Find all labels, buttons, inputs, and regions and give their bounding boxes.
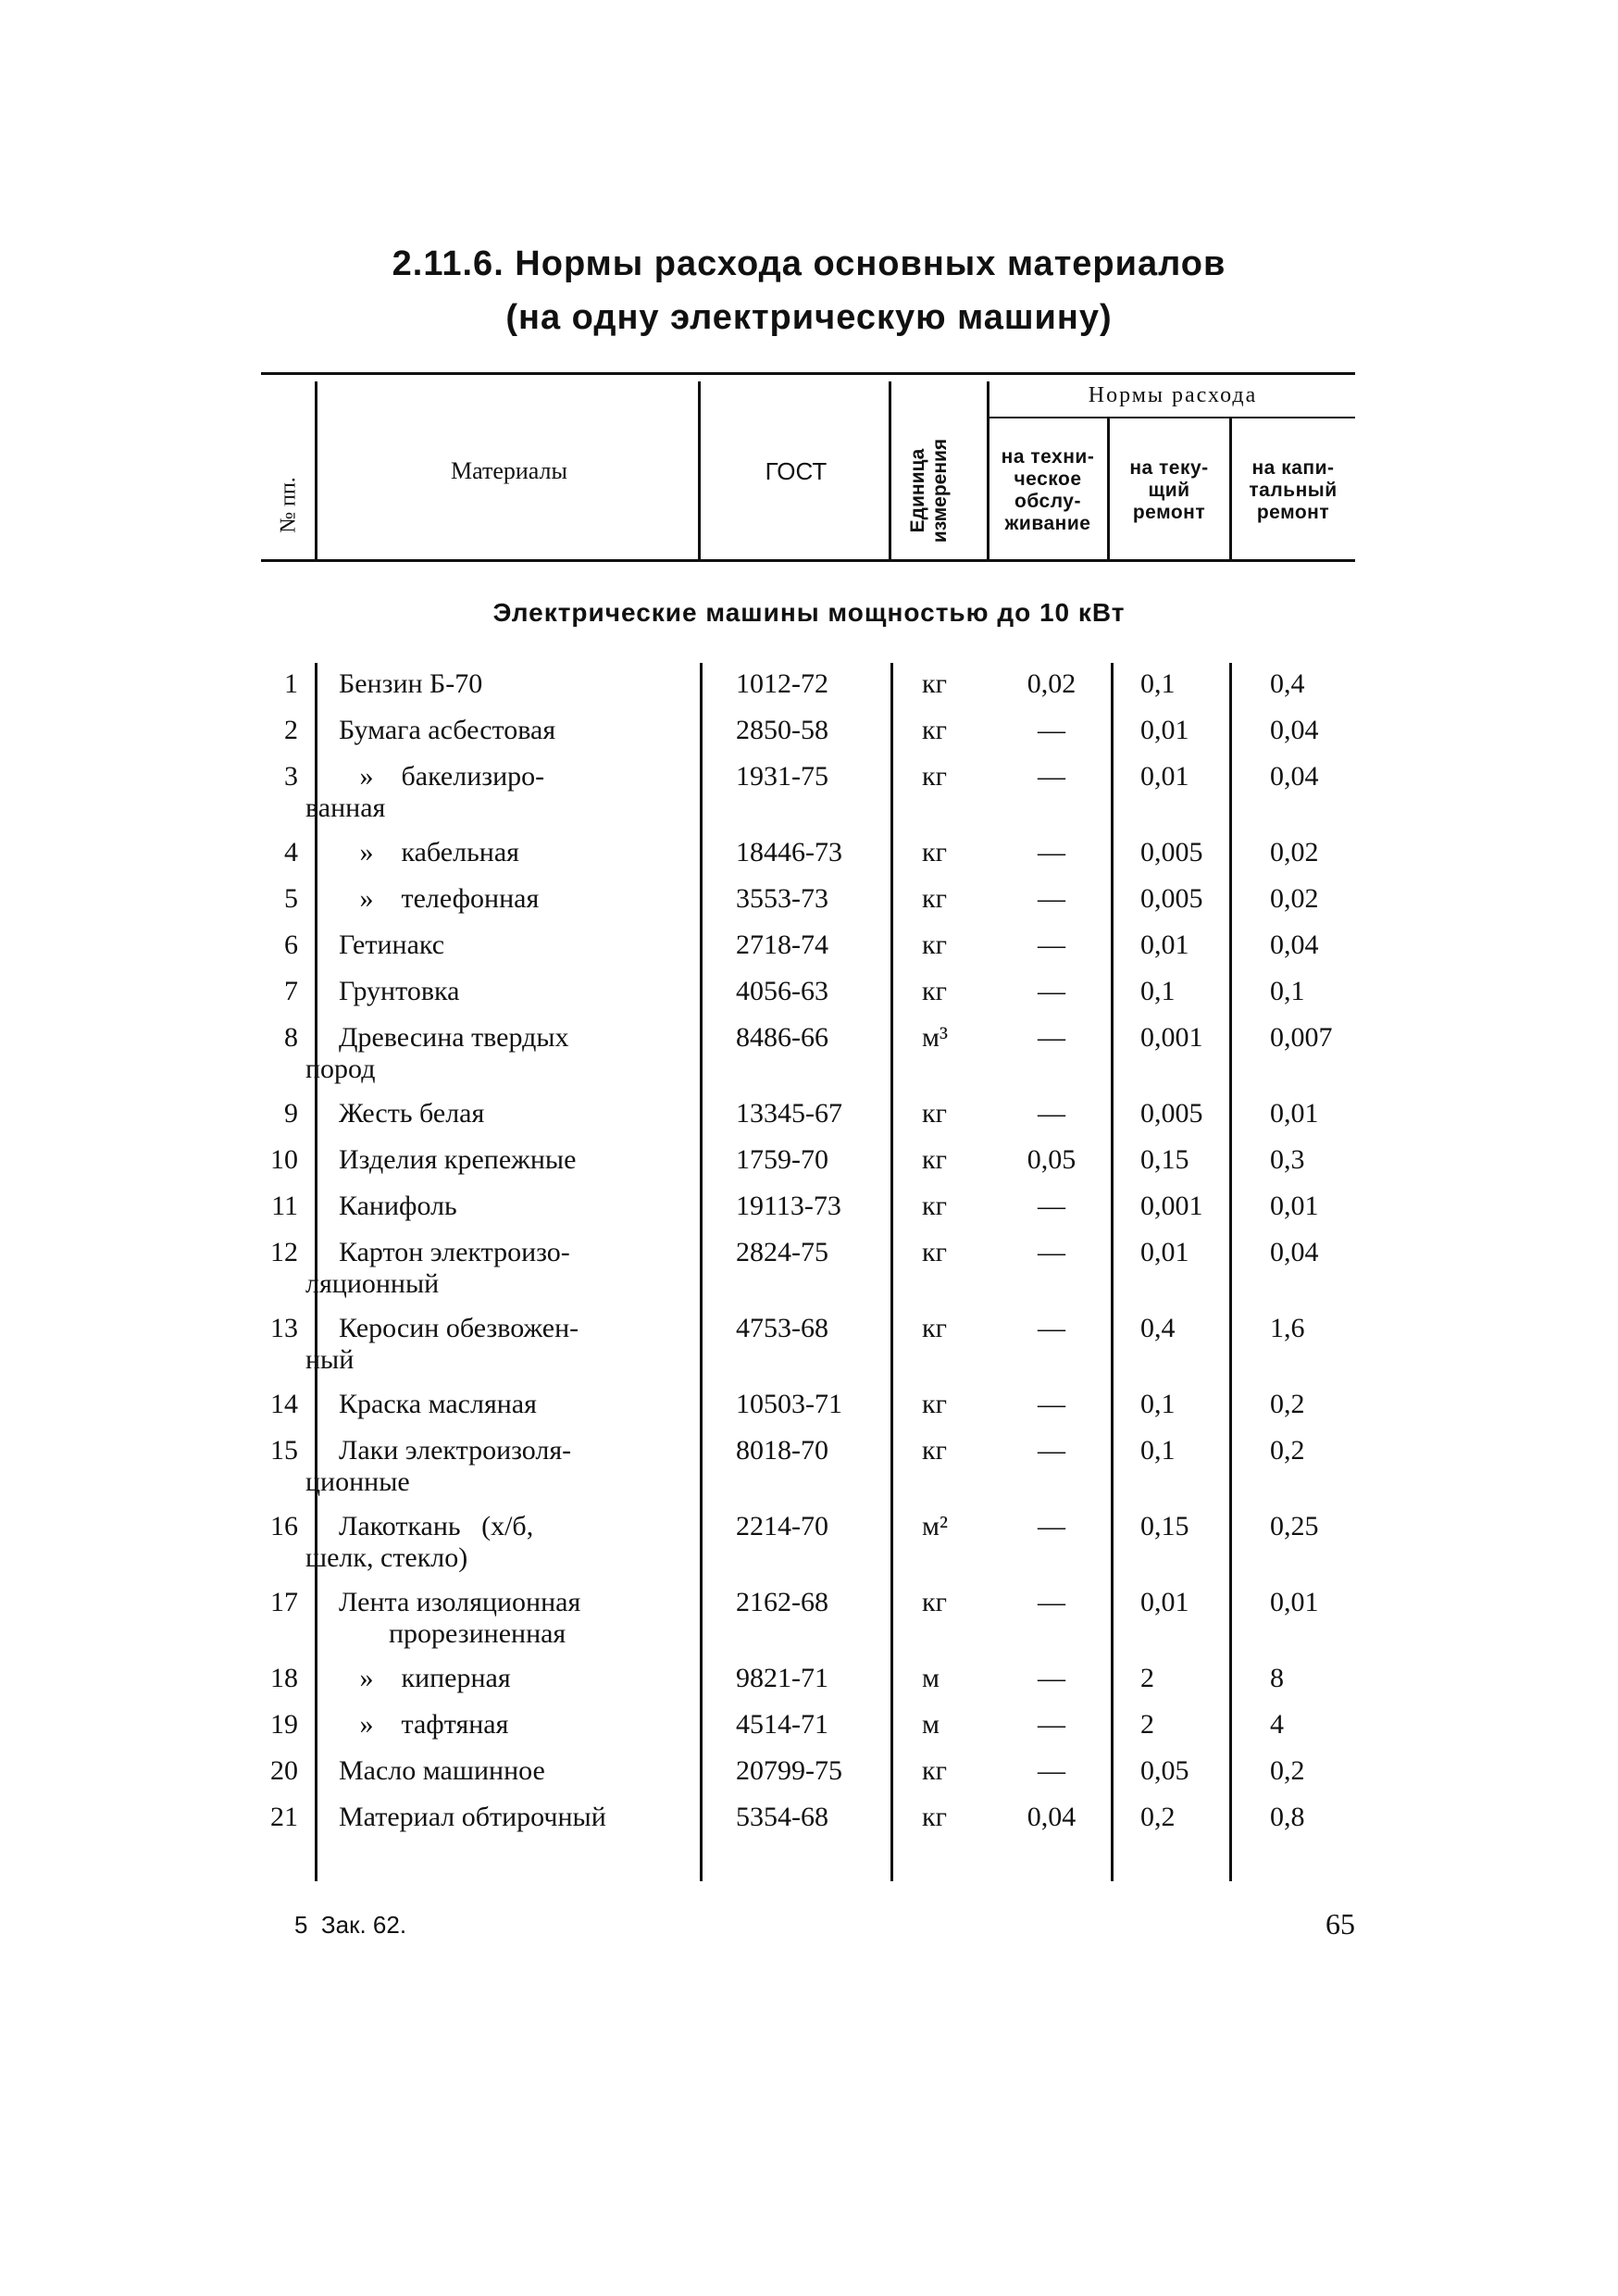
row-norm-current-repair: 0,1 bbox=[1140, 1389, 1176, 1419]
row-norm-current-repair: 0,1 bbox=[1140, 976, 1176, 1006]
row-norm-current-repair: 0,001 bbox=[1140, 1022, 1203, 1053]
header-gost: ГОСТ bbox=[765, 457, 828, 485]
row-norm-capital-repair: 0,8 bbox=[1270, 1802, 1305, 1832]
row-norm-current-repair: 0,001 bbox=[1140, 1191, 1203, 1221]
row-gost: 10503-71 bbox=[736, 1389, 842, 1419]
row-material-line: ционные bbox=[305, 1466, 410, 1497]
row-number: 2 bbox=[284, 715, 298, 745]
row-unit: кг bbox=[922, 1191, 947, 1221]
row-gost: 1759-70 bbox=[736, 1144, 828, 1175]
row-norm-capital-repair: 0,01 bbox=[1270, 1191, 1319, 1221]
row-material bbox=[339, 883, 700, 915]
row-gost: 4056-63 bbox=[736, 976, 828, 1006]
row-material-line: » бакелизиро- bbox=[339, 761, 545, 792]
header-divider bbox=[889, 381, 891, 559]
row-unit: кг bbox=[922, 1237, 947, 1267]
row-material bbox=[339, 1098, 700, 1129]
row-material-line: пород bbox=[305, 1054, 376, 1084]
row-material-line: прорезиненная bbox=[305, 1618, 566, 1649]
header-norms-group: Нормы расхода bbox=[1088, 383, 1258, 407]
row-material bbox=[339, 1709, 700, 1741]
body-divider bbox=[890, 663, 893, 1881]
row-norm-maintenance: — bbox=[1038, 1098, 1065, 1129]
row-norm-maintenance: — bbox=[1038, 1709, 1065, 1740]
row-norm-maintenance: — bbox=[1038, 930, 1065, 960]
row-material bbox=[339, 715, 700, 746]
row-unit: м³ bbox=[922, 1022, 948, 1053]
header-to-line: на техни- bbox=[1001, 446, 1095, 468]
row-material-line: Бумага асбестовая bbox=[339, 715, 556, 745]
row-number: 18 bbox=[270, 1663, 298, 1693]
row-material-line: » киперная bbox=[339, 1663, 511, 1693]
row-unit: кг bbox=[922, 837, 947, 867]
row-unit: м bbox=[922, 1663, 940, 1693]
row-gost: 8486-66 bbox=[736, 1022, 828, 1053]
row-material bbox=[339, 930, 700, 961]
row-number: 5 bbox=[284, 883, 298, 914]
row-norm-maintenance: — bbox=[1038, 837, 1065, 867]
row-material-line: ванная bbox=[305, 792, 386, 823]
footer-signature: 5 Зак. 62. bbox=[294, 1911, 407, 1939]
row-gost: 5354-68 bbox=[736, 1802, 828, 1832]
row-material bbox=[339, 1663, 700, 1694]
header-norms-rule bbox=[987, 417, 1355, 418]
row-material bbox=[305, 1313, 700, 1376]
row-gost: 1012-72 bbox=[736, 668, 828, 699]
row-material bbox=[339, 1191, 700, 1222]
row-norm-capital-repair: 0,02 bbox=[1270, 883, 1319, 914]
row-norm-current-repair: 0,01 bbox=[1140, 715, 1189, 745]
row-norm-maintenance: — bbox=[1038, 715, 1065, 745]
row-norm-maintenance: 0,02 bbox=[1027, 668, 1077, 699]
row-unit: кг bbox=[922, 976, 947, 1006]
row-norm-capital-repair: 0,2 bbox=[1270, 1389, 1305, 1419]
row-unit: м bbox=[922, 1709, 940, 1740]
row-material-line: » телефонная bbox=[339, 883, 540, 914]
row-number: 17 bbox=[270, 1587, 298, 1617]
row-norm-capital-repair: 0,04 bbox=[1270, 930, 1319, 960]
row-number: 21 bbox=[270, 1802, 298, 1832]
header-top-rule bbox=[261, 372, 1355, 375]
row-number: 12 bbox=[270, 1237, 298, 1267]
row-material bbox=[339, 1144, 700, 1176]
row-gost: 1931-75 bbox=[736, 761, 828, 792]
row-norm-current-repair: 0,01 bbox=[1140, 761, 1189, 792]
row-number: 20 bbox=[270, 1755, 298, 1786]
row-material bbox=[339, 668, 700, 700]
row-unit: кг bbox=[922, 1098, 947, 1129]
header-kr bbox=[1231, 457, 1355, 524]
row-norm-maintenance: — bbox=[1038, 1389, 1065, 1419]
row-norm-capital-repair: 0,1 bbox=[1270, 976, 1305, 1006]
row-norm-current-repair: 0,005 bbox=[1140, 1098, 1203, 1129]
header-to bbox=[989, 446, 1107, 535]
row-unit: кг bbox=[922, 761, 947, 792]
row-norm-capital-repair: 0,02 bbox=[1270, 837, 1319, 867]
row-material-line: Материал обтирочный bbox=[339, 1802, 606, 1832]
header-to-line: обслу- bbox=[1014, 491, 1081, 512]
row-norm-capital-repair: 0,04 bbox=[1270, 761, 1319, 792]
row-material-line: Лента изоляционная bbox=[339, 1587, 581, 1617]
row-material-line: шелк, стекло) bbox=[305, 1542, 468, 1573]
row-norm-current-repair: 0,4 bbox=[1140, 1313, 1176, 1343]
row-material-line: Лакоткань (х/б, bbox=[339, 1511, 534, 1541]
header-tr-line: на теку- bbox=[1129, 457, 1209, 479]
header-materials: Материалы bbox=[450, 457, 567, 484]
row-number: 3 bbox=[284, 761, 298, 792]
row-norm-maintenance: — bbox=[1038, 976, 1065, 1006]
row-norm-capital-repair: 0,4 bbox=[1270, 668, 1305, 699]
body-divider bbox=[700, 663, 703, 1881]
row-unit: кг bbox=[922, 1802, 947, 1832]
row-norm-current-repair: 0,15 bbox=[1140, 1511, 1189, 1541]
header-kr-line: на капи- bbox=[1251, 457, 1335, 479]
row-unit: м² bbox=[922, 1511, 948, 1541]
header-to-line: живание bbox=[1004, 513, 1091, 534]
row-material-line: Канифоль bbox=[339, 1191, 457, 1221]
row-material-line: Краска масляная bbox=[339, 1389, 537, 1419]
row-norm-current-repair: 0,01 bbox=[1140, 1237, 1189, 1267]
header-to-line: ческое bbox=[1014, 468, 1082, 490]
row-norm-maintenance: — bbox=[1038, 1435, 1065, 1466]
row-norm-maintenance: — bbox=[1038, 1237, 1065, 1267]
row-norm-current-repair: 0,005 bbox=[1140, 883, 1203, 914]
row-material bbox=[339, 976, 700, 1007]
row-number: 15 bbox=[270, 1435, 298, 1466]
row-gost: 2718-74 bbox=[736, 930, 828, 960]
row-norm-current-repair: 2 bbox=[1140, 1709, 1154, 1740]
row-unit: кг bbox=[922, 668, 947, 699]
row-number: 16 bbox=[270, 1511, 298, 1541]
header-num: № пп. bbox=[276, 477, 301, 533]
page-number: 65 bbox=[1326, 1907, 1355, 1940]
row-number: 8 bbox=[284, 1022, 298, 1053]
row-material-line: ный bbox=[305, 1344, 355, 1375]
body-divider bbox=[1111, 663, 1114, 1881]
row-norm-current-repair: 0,01 bbox=[1140, 1587, 1189, 1617]
row-material-line: » кабельная bbox=[339, 837, 519, 867]
row-norm-maintenance: 0,04 bbox=[1027, 1802, 1077, 1832]
row-material-line: Древесина твердых bbox=[339, 1022, 569, 1053]
row-norm-maintenance: — bbox=[1038, 1313, 1065, 1343]
row-unit: кг bbox=[922, 930, 947, 960]
row-gost: 2162-68 bbox=[736, 1587, 828, 1617]
header-divider bbox=[315, 381, 317, 559]
row-norm-capital-repair: 0,2 bbox=[1270, 1435, 1305, 1466]
row-unit: кг bbox=[922, 1587, 947, 1617]
row-unit: кг bbox=[922, 1389, 947, 1419]
section-title: Электрические машины мощностью до 10 кВт bbox=[492, 598, 1126, 627]
row-material-line: Лаки электроизоля- bbox=[339, 1435, 572, 1466]
row-gost: 19113-73 bbox=[736, 1191, 841, 1221]
row-norm-current-repair: 0,2 bbox=[1140, 1802, 1176, 1832]
header-tr-line: щий bbox=[1148, 480, 1190, 501]
row-gost: 2214-70 bbox=[736, 1511, 828, 1541]
row-material-line: Жесть белая bbox=[339, 1098, 485, 1129]
row-unit: кг bbox=[922, 1144, 947, 1175]
row-material bbox=[339, 1802, 700, 1833]
header-unit-label: Единица измерения bbox=[907, 438, 951, 543]
row-material-line: Гетинакс bbox=[339, 930, 445, 960]
header-tr bbox=[1109, 457, 1229, 524]
row-number: 9 bbox=[284, 1098, 298, 1129]
row-norm-maintenance: — bbox=[1038, 1511, 1065, 1541]
row-norm-capital-repair: 0,3 bbox=[1270, 1144, 1305, 1175]
row-material bbox=[339, 1755, 700, 1787]
row-norm-maintenance: — bbox=[1038, 1022, 1065, 1053]
row-material bbox=[305, 1237, 700, 1300]
row-material-line: Грунтовка bbox=[339, 976, 460, 1006]
row-gost: 13345-67 bbox=[736, 1098, 842, 1129]
row-norm-current-repair: 0,15 bbox=[1140, 1144, 1189, 1175]
row-unit: кг bbox=[922, 1435, 947, 1466]
row-unit: кг bbox=[922, 1313, 947, 1343]
row-material bbox=[339, 837, 700, 868]
row-norm-current-repair: 0,005 bbox=[1140, 837, 1203, 867]
row-gost: 9821-71 bbox=[736, 1663, 828, 1693]
row-norm-current-repair: 0,1 bbox=[1140, 668, 1176, 699]
row-gost: 4514-71 bbox=[736, 1709, 828, 1740]
row-material-line: Картон электроизо- bbox=[339, 1237, 570, 1267]
row-norm-current-repair: 0,05 bbox=[1140, 1755, 1189, 1786]
row-norm-maintenance: — bbox=[1038, 883, 1065, 914]
row-number: 6 bbox=[284, 930, 298, 960]
row-number: 1 bbox=[284, 668, 298, 699]
header-kr-line: тальный bbox=[1249, 480, 1338, 501]
row-material-line: Изделия крепежные bbox=[339, 1144, 577, 1175]
row-material-line: Масло машинное bbox=[339, 1755, 545, 1786]
row-unit: кг bbox=[922, 883, 947, 914]
row-material bbox=[339, 1389, 700, 1420]
row-number: 11 bbox=[271, 1191, 298, 1221]
row-gost: 3553-73 bbox=[736, 883, 828, 914]
row-norm-maintenance: — bbox=[1038, 1587, 1065, 1617]
header-bottom-rule bbox=[261, 559, 1355, 562]
row-material bbox=[305, 1435, 700, 1498]
row-norm-maintenance: 0,05 bbox=[1027, 1144, 1077, 1175]
row-norm-maintenance: — bbox=[1038, 1191, 1065, 1221]
table-title-line1: 2.11.6. Нормы расхода основных материалов bbox=[392, 244, 1226, 283]
row-number: 4 bbox=[284, 837, 298, 867]
row-norm-current-repair: 2 bbox=[1140, 1663, 1154, 1693]
row-gost: 4753-68 bbox=[736, 1313, 828, 1343]
header-kr-line: ремонт bbox=[1256, 502, 1330, 523]
row-material bbox=[305, 1511, 700, 1574]
row-norm-maintenance: — bbox=[1038, 1755, 1065, 1786]
row-gost: 18446-73 bbox=[736, 837, 842, 867]
row-norm-current-repair: 0,01 bbox=[1140, 930, 1189, 960]
row-norm-capital-repair: 1,6 bbox=[1270, 1313, 1305, 1343]
row-norm-maintenance: — bbox=[1038, 1663, 1065, 1693]
row-number: 13 bbox=[270, 1313, 298, 1343]
row-unit: кг bbox=[922, 1755, 947, 1786]
row-norm-capital-repair: 0,007 bbox=[1270, 1022, 1333, 1053]
row-gost: 2824-75 bbox=[736, 1237, 828, 1267]
row-number: 19 bbox=[270, 1709, 298, 1740]
row-number: 10 bbox=[270, 1144, 298, 1175]
header-tr-line: ремонт bbox=[1132, 502, 1206, 523]
row-norm-capital-repair: 4 bbox=[1270, 1709, 1284, 1740]
row-norm-capital-repair: 8 bbox=[1270, 1663, 1284, 1693]
row-material-line: ляционный bbox=[305, 1268, 440, 1299]
row-material-line: Керосин обезвожен- bbox=[339, 1313, 579, 1343]
row-material-line: Бензин Б-70 bbox=[339, 668, 483, 699]
row-norm-capital-repair: 0,01 bbox=[1270, 1098, 1319, 1129]
row-norm-capital-repair: 0,04 bbox=[1270, 1237, 1319, 1267]
row-norm-current-repair: 0,1 bbox=[1140, 1435, 1176, 1466]
row-material-line: » тафтяная bbox=[339, 1709, 509, 1740]
row-norm-capital-repair: 0,25 bbox=[1270, 1511, 1319, 1541]
row-gost: 8018-70 bbox=[736, 1435, 828, 1466]
row-norm-capital-repair: 0,04 bbox=[1270, 715, 1319, 745]
header-unit bbox=[907, 426, 952, 555]
row-gost: 2850-58 bbox=[736, 715, 828, 745]
row-gost: 20799-75 bbox=[736, 1755, 842, 1786]
row-number: 7 bbox=[284, 976, 298, 1006]
row-material bbox=[305, 1022, 700, 1085]
row-material bbox=[305, 761, 700, 824]
header-divider bbox=[698, 381, 701, 559]
row-norm-capital-repair: 0,2 bbox=[1270, 1755, 1305, 1786]
row-norm-maintenance: — bbox=[1038, 761, 1065, 792]
row-unit: кг bbox=[922, 715, 947, 745]
row-number: 14 bbox=[270, 1389, 298, 1419]
row-material bbox=[305, 1587, 700, 1650]
table-title-line2: (на одну электрическую машину) bbox=[505, 298, 1113, 337]
row-norm-capital-repair: 0,01 bbox=[1270, 1587, 1319, 1617]
